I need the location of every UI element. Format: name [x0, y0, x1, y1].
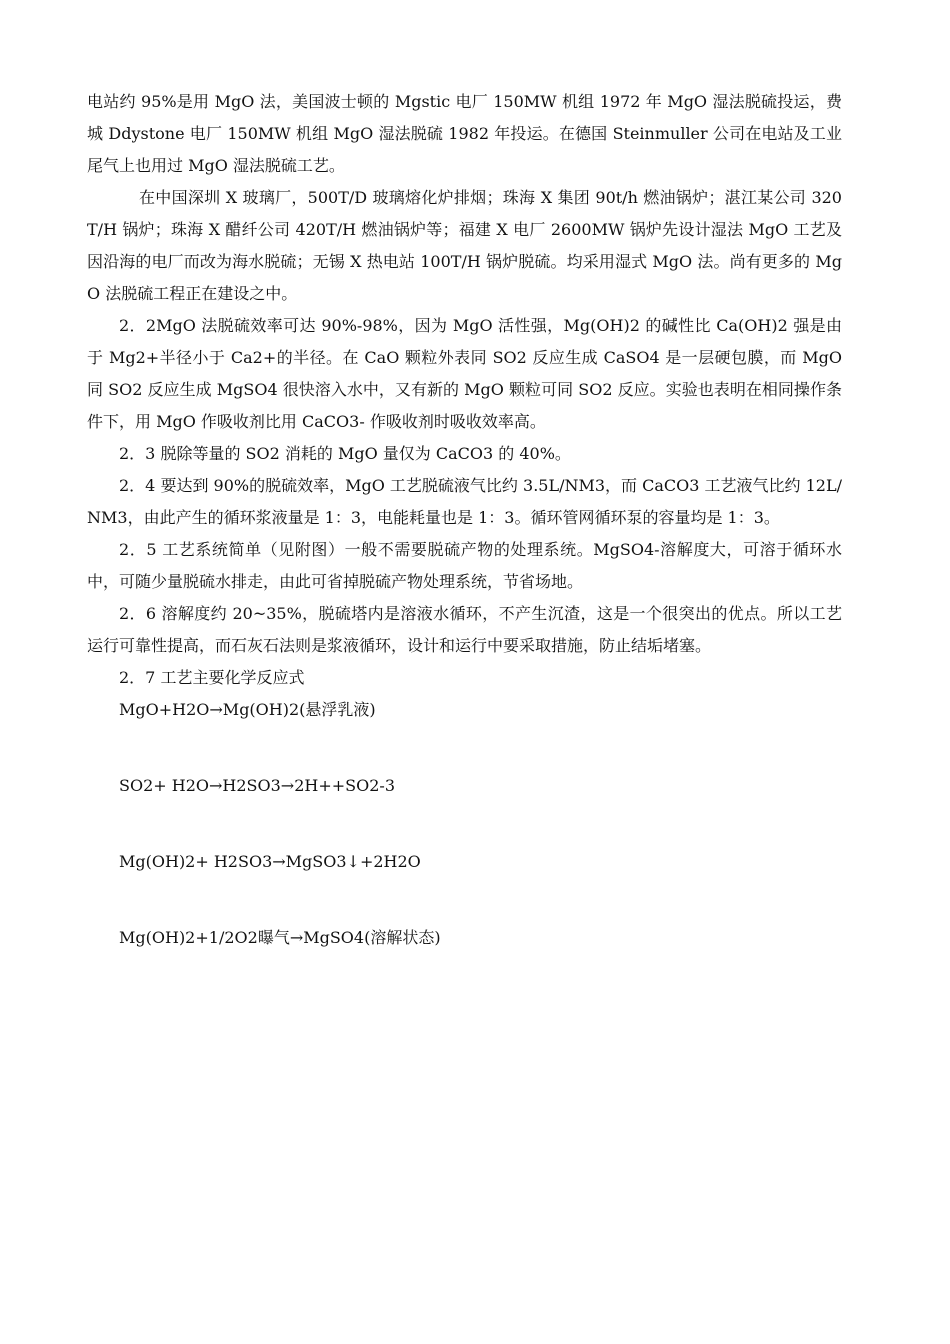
paragraph-mgo-usage-abroad: 电站约 95%是用 MgO 法，美国波士顿的 Mgstic 电厂 150MW 机组 1972 年 MgO 湿法脱硫投运，费城 Ddystone 电厂 150MW 机组 MgO 湿法脱硫 1982 年投运。在德国 Steinmuller 公司在电站及工业尾气上也用过 MgO 湿法脱硫工艺。 [87, 92, 842, 175]
equation-spacer [87, 726, 842, 770]
paragraph-mgo-usage-china: 在中国深圳 X 玻璃厂，500T/D 玻璃熔化炉排烟；珠海 X 集团 90t/h 燃油锅炉；湛江某公司 320T/H 锅炉；珠海 X 醋纤公司 420T/H 燃油锅炉等；福建 X 电厂 2600MW 锅炉先设计湿法 MgO 工艺及因沿海的电厂而改为海水脱硫；无锡 X 热电站 100T/H 锅炉脱硫。均采用湿式 MgO 法。尚有更多的 MgO 法脱硫工程正在建设之中。 [87, 188, 842, 303]
equation-4: Mg(OH)2+1/2O2曝气→MgSO4(溶解状态) [119, 928, 441, 947]
paragraph-section-2-7-heading: 2．7 工艺主要化学反应式 [119, 668, 305, 687]
equation-2: SO2+ H2O→H2SO3→2H++SO2-3 [119, 776, 395, 795]
document-body [87, 86, 842, 954]
equation-spacer [87, 878, 842, 922]
paragraph-section-2-6: 2．6 溶解度约 20~35%，脱硫塔内是溶液水循环，不产生沉渣，这是一个很突出的优点。所以工艺运行可靠性提高，而石灰石法则是浆液循环，设计和运行中要采取措施，防止结垢堵塞。 [87, 604, 842, 655]
equation-1: MgO+H2O→Mg(OH)2(悬浮乳液) [119, 700, 376, 719]
paragraph-section-2-5: 2．5 工艺系统简单（见附图）一般不需要脱硫产物的处理系统。MgSO4-溶解度大，可溶于循环水中，可随少量脱硫水排走，由此可省掉脱硫产物处理系统，节省场地。 [87, 540, 842, 591]
paragraph-section-2-4: 2．4 要达到 90%的脱硫效率，MgO 工艺脱硫液气比约 3.5L/NM3，而 CaCO3 工艺液气比约 12L/NM3，由此产生的循环浆液量是 1：3，电能耗量也是 1：3。循环管网循环泵的容量均是 1：3。 [87, 476, 842, 527]
paragraph-section-2-3: 2．3 脱除等量的 SO2 消耗的 MgO 量仅为 CaCO3 的 40%。 [119, 444, 571, 463]
equation-3: Mg(OH)2+ H2SO3→MgSO3↓+2H2O [119, 852, 421, 871]
equation-spacer [87, 802, 842, 846]
paragraph-section-2-2: 2．2MgO 法脱硫效率可达 90%-98%，因为 MgO 活性强，Mg(OH)2 的碱性比 Ca(OH)2 强是由于 Mg2+半径小于 Ca2+的半径。在 CaO 颗粒外表同 SO2 反应生成 CaSO4 是一层硬包膜，而 MgO 同 SO2 反应生成 MgSO4 很快溶入水中，又有新的 MgO 颗粒可同 SO2 反应。实验也表明在相同操作条件下，用 MgO 作吸收剂比用 CaCO3- 作吸收剂时吸收效率高。 [87, 316, 842, 431]
